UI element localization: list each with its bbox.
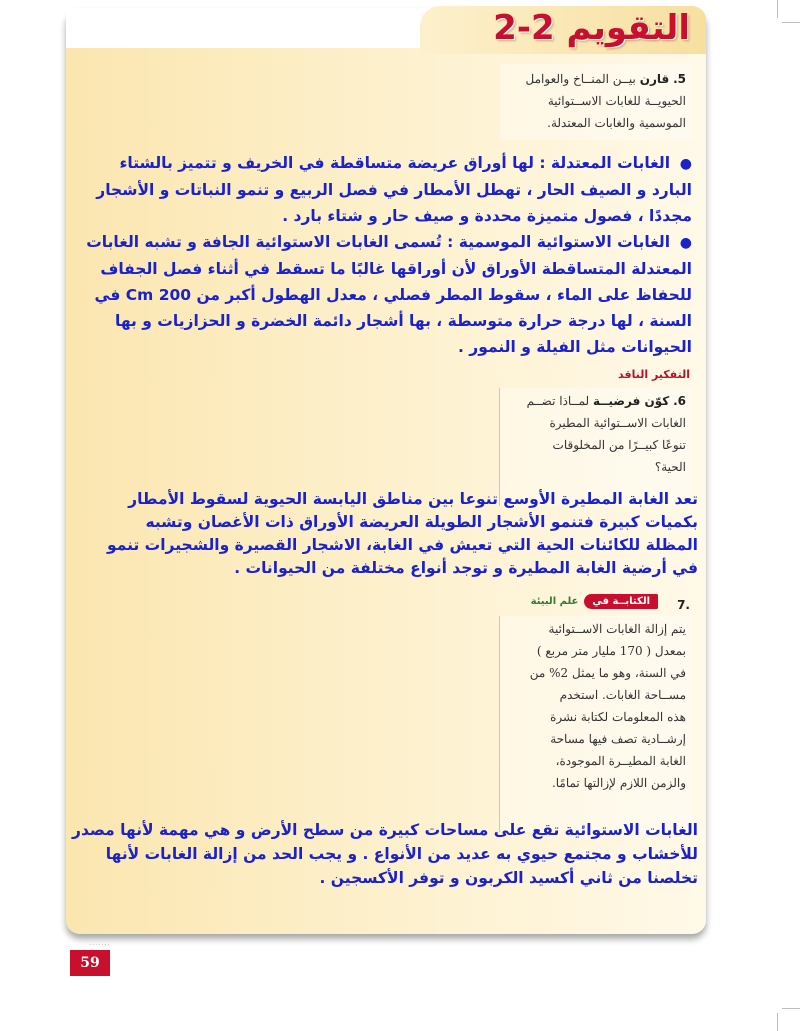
answer-6 bbox=[107, 488, 698, 580]
crop-mark bbox=[782, 1008, 800, 1009]
answer-line: الحيوانات مثل الفيلة و النمور . bbox=[458, 338, 692, 356]
question-6-line: الحية؟ bbox=[654, 460, 686, 474]
badge-ecology: علم البيئة bbox=[530, 596, 579, 607]
answer-line: المعتدلة المتساقطة الأوراق لأن أوراقها غالبًا ما تسقط في أثناء فصل الجفاف bbox=[100, 260, 692, 278]
answer-line: البارد و الصيف الحار ، تهطل الأمطار في فصل الربيع و تنمو النباتات و الأشجار bbox=[96, 181, 692, 199]
question-verb: قارن bbox=[639, 72, 670, 86]
question-7-line: والزمن اللازم لإزالتها تمامًا. bbox=[551, 776, 686, 790]
question-verb: كوّن فرضيــة bbox=[593, 394, 670, 408]
question-5-line: الحيويــة للغابات الاســتوائية bbox=[547, 94, 686, 108]
answer-line bbox=[86, 229, 692, 256]
crop-mark bbox=[777, 0, 778, 18]
answer-line bbox=[92, 150, 692, 177]
question-7-line: هذه المعلومات لكتابة نشرة bbox=[550, 710, 686, 724]
question-7-line: إرشــادية تصف فيها مساحة bbox=[550, 732, 686, 746]
header-tab-cutout bbox=[66, 8, 446, 48]
answer-line: في أرضية الغابة المطيرة و توجد أنواع مختلفة من الحيوانات . bbox=[234, 559, 698, 577]
question-6-line: الغابات الاســتوائية المطيرة bbox=[549, 416, 686, 430]
answer-line: السنة ، لها درجة حرارة متوسطة ، بها أشجار دائمة الخضرة و الحزازيات و بها bbox=[115, 312, 692, 330]
answer-text: الغابات المعتدلة : لها أوراق عريضة متساقطة في الخريف و تتميز بالشتاء bbox=[119, 154, 671, 172]
question-text: لمــاذا تضــم bbox=[526, 394, 590, 408]
question-text: بيــن المنــاخ والعوامل bbox=[525, 72, 636, 86]
decorative-dots: ······· bbox=[90, 942, 111, 949]
question-7-line: الغابة المطيــرة الموجودة، bbox=[555, 754, 686, 768]
answer-line: الغابات الاستوائية تقع على مساحات كبيرة من سطح الأرض و هي مهمة لأنها مصدر bbox=[72, 821, 698, 839]
question-number: 5. bbox=[673, 72, 686, 86]
answer-line: للأخشاب و مجتمع حيوي به عديد من الأنواع . و يجب الحد من إزالة الغابات لأنها bbox=[105, 845, 698, 863]
question-number: 6. bbox=[673, 394, 686, 408]
question-number: 7. bbox=[677, 598, 690, 612]
answer-line: بكميات كبيرة فتنمو الأشجار الطويلة العريضة الأوراق ذات الأغصان وتشبه bbox=[145, 513, 698, 531]
question-5-line bbox=[506, 68, 686, 90]
question-7-line: يتم إزالة الغابات الاســتوائية bbox=[548, 622, 686, 636]
answer-line: تعد الغابة المطيرة الأوسع تنوعا بين مناطق اليابسة الحيوية لسقوط الأمطار bbox=[128, 490, 698, 508]
question-7-line: مســاحة الغابات. استخدم bbox=[559, 688, 686, 702]
question-7-box bbox=[499, 616, 692, 832]
badge-writing-in: الكتابــة في bbox=[584, 594, 658, 609]
critical-thinking-label: التفكير الناقد bbox=[618, 368, 690, 381]
bullet-icon: ● bbox=[670, 156, 692, 172]
answer-5-bullets bbox=[86, 150, 692, 360]
crop-mark bbox=[777, 1013, 778, 1031]
question-5-line: الموسمية والغابات المعتدلة. bbox=[547, 116, 686, 130]
page-title: التقويم 2-2 bbox=[493, 8, 690, 48]
answer-line: تخلصنا من ثاني أكسيد الكربون و توفر الأكسجين . bbox=[319, 869, 698, 887]
answer-line: للحفاظ على الماء ، سقوط المطر فصلي ، معدل الهطول أكبر من 200 Cm في bbox=[94, 286, 692, 304]
page-number: 59 bbox=[70, 950, 110, 976]
question-7-line: بمعدل ( 170 مليار متر مربع ) bbox=[536, 644, 686, 658]
crop-mark bbox=[782, 22, 800, 23]
answer-7 bbox=[72, 818, 698, 890]
question-6-line bbox=[506, 390, 686, 412]
bullet-icon: ● bbox=[670, 235, 692, 251]
answer-line: المظلة للكائنات الحية التي تعيش في الغابة، الاشجار القصيرة والشجيرات تنمو bbox=[107, 536, 698, 554]
question-7-line: في السنة، وهو ما يمثل 2% من bbox=[529, 666, 686, 680]
question-5-box bbox=[500, 64, 692, 140]
writing-badge bbox=[531, 594, 658, 609]
question-6-line: تنوعًا كبيــرًا من المخلوقات bbox=[552, 438, 686, 452]
answer-line: مجددًا ، فصول متميزة محددة و صيف حار و شتاء بارد . bbox=[282, 207, 692, 225]
answer-text: الغابات الاستوائية الموسمية : تُسمى الغابات الاستوائية الجافة و تشبه الغابات bbox=[86, 233, 671, 251]
